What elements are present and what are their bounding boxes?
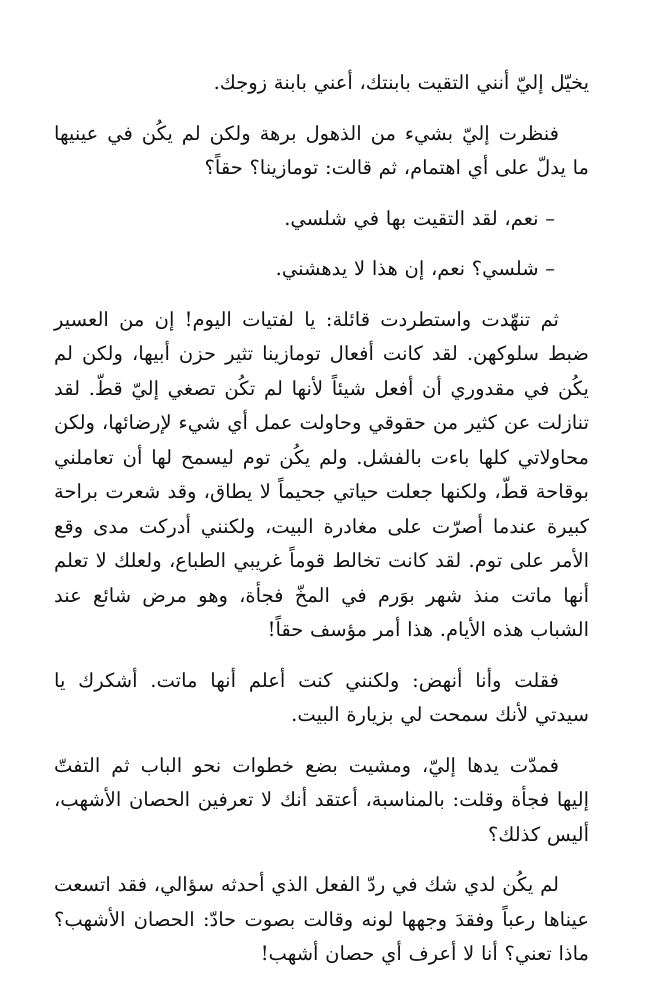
dialogue-line-1: – نعم، لقد التقيت بها في شلسي. xyxy=(284,206,555,230)
paragraph-7: فمدّت يدها إليّ، ومشيت بضع خطوات نحو الباب ثم التفتّ إليها فجأة وقلت: بالمناسبة، أعتقد أنك لا تعرفين الحصان الأشهب، أليس كذلك؟ xyxy=(54,753,589,846)
paragraph-2: فنظرت إليّ بشيء من الذهول برهة ولكن لم يكُن في عينيها ما يدلّ على أي اهتمام، ثم قالت: تومازينا؟ حقاً؟ xyxy=(54,121,589,179)
paragraph-5: ثم تنهّدت واستطردت قائلة: يا لفتيات اليوم! إن من العسير ضبط سلوكهن. لقد كانت أفعال تومازينا تثير حزن أبيها، ولكن لم يكُن في مقدوري أن أفعل شيئاً لأنها لم تكُن تصغي إليّ قطّ. لقد تنازلت عن كثير من حقوقي وحاولت عمل أي شيء لإرضائها، ولكن محاولاتي كلها باءت بالفشل. ولم يكُن توم ليسمح لها أن تعاملني بوقاحة قطّ، ولكنها جعلت حياتي جحيماً لا يطاق، وقد شعرت براحة كبيرة عندما أصرّت على مغادرة البيت، ولكنني أدركت مدى وقع الأمر على توم. لقد كانت تخالط قوماً غريبي الطباع، ولعلك لا تعلم أنها ماتت منذ شهر بوَرم في المخّ فجأة، وهو مرض شائع عند الشباب هذه الأيام. هذا أمر مؤسف حقاً! xyxy=(54,307,589,641)
paragraph-1: يخيّل إليّ أنني التقيت بابنتك، أعني بابنة زوجك. xyxy=(213,71,589,94)
dialogue-line-2: – شلسي؟ نعم، إن هذا لا يدهشني. xyxy=(275,257,555,280)
paragraph-8: لم يكُن لدي شك في ردّ الفعل الذي أحدثه سؤالي، فقد اتسعت عيناها رعباً وفقدَ وجهها لونه وقالت بصوت حادّ: الحصان الأشهب؟ ماذا تعني؟ أنا لا أعرف أي حصان أشهب! xyxy=(54,873,589,965)
paragraph-6: فقلت وأنا أنهض: ولكنني كنت أعلم أنها ماتت. أشكرك يا سيدتي لأنك سمحت لي بزيارة البيت. xyxy=(54,668,589,726)
